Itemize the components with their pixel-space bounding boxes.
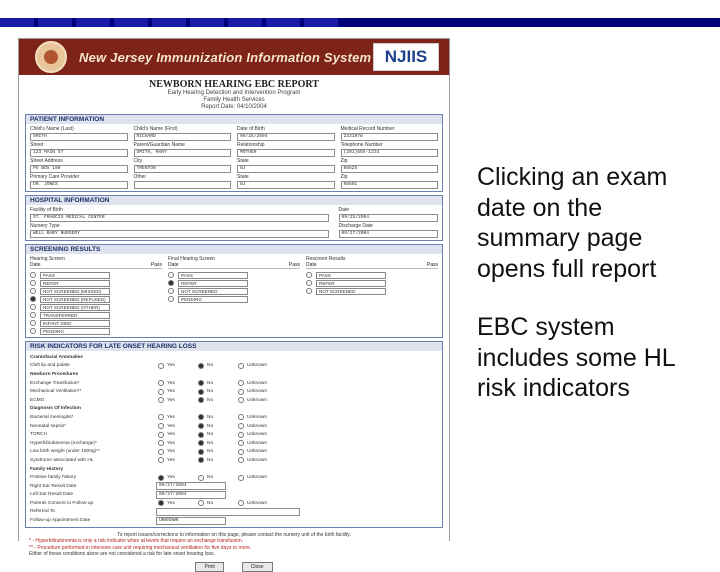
risk-row bbox=[30, 516, 438, 525]
risk-row bbox=[30, 482, 438, 491]
option-label: PENDING bbox=[40, 328, 110, 335]
close-button[interactable]: Close bbox=[242, 562, 273, 572]
screening-results-section bbox=[25, 244, 443, 338]
choice-label: Yes bbox=[167, 449, 175, 455]
option-label: TRANSFERRED bbox=[40, 312, 110, 319]
option-label: PASS bbox=[40, 272, 110, 279]
option-label: NOT SCREENED (MISSED) bbox=[40, 288, 110, 295]
radio-button[interactable] bbox=[168, 280, 174, 286]
patient-field[interactable]: 08625 bbox=[341, 165, 439, 173]
risk-label: Follow-up Appointment Date bbox=[30, 518, 91, 524]
field-label: State bbox=[237, 158, 249, 164]
risk-choice[interactable] bbox=[238, 449, 268, 455]
risk-choice[interactable] bbox=[158, 423, 188, 429]
field-label: Date of Birth bbox=[237, 126, 265, 132]
risk-choice[interactable] bbox=[238, 397, 268, 403]
risk-choice[interactable] bbox=[198, 380, 228, 386]
radio-button[interactable] bbox=[198, 397, 204, 403]
patient-field[interactable]: SMITH, MARY bbox=[134, 149, 232, 157]
risk-label: Positive family history bbox=[30, 475, 77, 481]
risk-choice[interactable] bbox=[158, 449, 188, 455]
choice-label: Unknown bbox=[247, 423, 267, 429]
radio-button[interactable] bbox=[198, 380, 204, 386]
patient-field[interactable]: RICHARD bbox=[134, 133, 232, 141]
risk-label: Cleft lip and palate bbox=[30, 363, 70, 369]
field-label: Primary Care Provider bbox=[30, 174, 80, 180]
column-header bbox=[306, 262, 438, 269]
field-label: City bbox=[133, 158, 143, 164]
risk-row bbox=[30, 370, 438, 379]
column-title: Rescreen Results bbox=[306, 256, 346, 262]
radio-button[interactable] bbox=[168, 288, 174, 294]
choice-label: No bbox=[207, 380, 214, 386]
radio-button[interactable] bbox=[238, 363, 244, 369]
slide-top-bar bbox=[0, 18, 720, 27]
radio-button[interactable] bbox=[198, 449, 204, 455]
risk-choice[interactable] bbox=[158, 432, 188, 438]
choice-label: Yes bbox=[167, 414, 175, 420]
radio-button[interactable] bbox=[158, 440, 164, 446]
choice-label: No bbox=[207, 432, 214, 438]
risk-choice[interactable] bbox=[238, 457, 268, 463]
screening-option[interactable] bbox=[30, 327, 162, 335]
risk-label: Newborn Procedures bbox=[30, 371, 79, 377]
radio-button[interactable] bbox=[158, 475, 164, 481]
radio-button[interactable] bbox=[30, 328, 36, 334]
risk-label: Hyperbilirubinemia (exchange)* bbox=[30, 440, 97, 446]
option-label: PASS bbox=[316, 272, 386, 279]
risk-choice[interactable] bbox=[238, 432, 268, 438]
radio-button[interactable] bbox=[158, 423, 164, 429]
risk-choice[interactable] bbox=[158, 397, 188, 403]
patient-field[interactable]: TRENTON bbox=[134, 165, 232, 173]
risk-choice[interactable] bbox=[238, 440, 268, 446]
risk-choice[interactable] bbox=[238, 389, 268, 395]
radio-button[interactable] bbox=[198, 389, 204, 395]
radio-button[interactable] bbox=[30, 280, 36, 286]
radio-button[interactable] bbox=[198, 423, 204, 429]
screening-option[interactable] bbox=[306, 271, 438, 279]
screening-option[interactable] bbox=[30, 271, 162, 279]
field-label: Discharge Date bbox=[338, 223, 373, 229]
risk-choice[interactable] bbox=[198, 500, 228, 506]
screening-option[interactable] bbox=[30, 279, 162, 287]
choice-label: Unknown bbox=[247, 440, 267, 446]
patient-field[interactable] bbox=[134, 181, 232, 189]
patient-field[interactable]: SMITH bbox=[30, 133, 128, 141]
radio-button[interactable] bbox=[198, 475, 204, 481]
risk-label: Diagnosis Of Infection bbox=[30, 406, 81, 412]
choice-label: Yes bbox=[167, 457, 175, 463]
radio-button[interactable] bbox=[306, 272, 312, 278]
screening-option[interactable] bbox=[306, 279, 438, 287]
risk-choice[interactable] bbox=[238, 363, 268, 369]
referred-to-field[interactable] bbox=[156, 508, 300, 516]
field-label: Telephone Number bbox=[340, 142, 383, 148]
radio-button[interactable] bbox=[238, 397, 244, 403]
risk-choice[interactable] bbox=[198, 440, 228, 446]
radio-button[interactable] bbox=[30, 272, 36, 278]
risk-label: Family History bbox=[30, 466, 64, 472]
radio-button[interactable] bbox=[158, 363, 164, 369]
risk-choice[interactable] bbox=[158, 389, 188, 395]
hospital-field[interactable]: ST. FRANCIS MEDICAL CENTER bbox=[30, 214, 329, 222]
radio-button[interactable] bbox=[306, 288, 312, 294]
radio-button[interactable] bbox=[158, 380, 164, 386]
state-seal-icon bbox=[35, 41, 67, 73]
radio-button[interactable] bbox=[238, 449, 244, 455]
column-right-label: Pass bbox=[288, 262, 300, 268]
choice-label: No bbox=[207, 449, 214, 455]
risk-row bbox=[30, 473, 438, 482]
column-header bbox=[168, 262, 300, 269]
risk-row bbox=[30, 353, 438, 362]
risk-row bbox=[30, 439, 438, 448]
option-label: PENDING bbox=[178, 296, 248, 303]
section-header: PATIENT INFORMATION bbox=[26, 115, 442, 124]
radio-button[interactable] bbox=[168, 296, 174, 302]
radio-button[interactable] bbox=[238, 423, 244, 429]
choice-label: No bbox=[207, 440, 214, 446]
risk-label: TORCH bbox=[30, 432, 47, 438]
risk-row bbox=[30, 456, 438, 465]
risk-row bbox=[30, 491, 438, 500]
column-right-label: Pass bbox=[426, 262, 438, 268]
radio-button[interactable] bbox=[158, 457, 164, 463]
column-right-label: Pass bbox=[150, 262, 162, 268]
risk-label: Mechanical Ventilation** bbox=[30, 389, 82, 395]
risk-choice[interactable] bbox=[198, 389, 228, 395]
njiis-logo: NJIIS bbox=[373, 43, 439, 71]
patient-field[interactable]: 123 MAIN ST bbox=[30, 149, 128, 157]
choice-label: Unknown bbox=[247, 380, 267, 386]
section-header: HOSPITAL INFORMATION bbox=[26, 196, 442, 205]
field-label: Zip bbox=[340, 158, 348, 164]
choice-label: Yes bbox=[167, 389, 175, 395]
radio-button[interactable] bbox=[198, 440, 204, 446]
radio-button[interactable] bbox=[306, 280, 312, 286]
hospital-info-section bbox=[25, 195, 443, 241]
option-label: REFER bbox=[316, 280, 386, 287]
report-title: NEWBORN HEARING EBC REPORT bbox=[149, 79, 319, 90]
risk-choice[interactable] bbox=[198, 457, 228, 463]
choice-label: Unknown bbox=[247, 475, 267, 481]
risk-label: Parents Consent to Follow-up bbox=[30, 500, 94, 506]
screening-option[interactable] bbox=[168, 279, 300, 287]
choice-label: No bbox=[207, 457, 214, 463]
radio-button[interactable] bbox=[158, 432, 164, 438]
choice-label: Unknown bbox=[247, 457, 267, 463]
risk-date-field[interactable]: 09/27/2004 bbox=[156, 491, 226, 499]
risk-row bbox=[30, 362, 438, 371]
radio-button[interactable] bbox=[238, 432, 244, 438]
risk-choice[interactable] bbox=[238, 423, 268, 429]
choice-label: Unknown bbox=[247, 414, 267, 420]
risk-label: Left Ear Result Date bbox=[30, 492, 74, 498]
risk-choice[interactable] bbox=[198, 475, 228, 481]
risk-indicators-section bbox=[25, 341, 443, 528]
radio-button[interactable] bbox=[30, 304, 36, 310]
risk-choice[interactable] bbox=[238, 475, 268, 481]
report-screenshot bbox=[18, 38, 450, 570]
radio-button[interactable] bbox=[30, 296, 36, 302]
screening-option[interactable] bbox=[306, 287, 438, 295]
bullet-2: EBC system includes some HL risk indicators bbox=[477, 313, 675, 402]
risk-row bbox=[30, 465, 438, 474]
risk-choice[interactable] bbox=[198, 414, 228, 420]
field-label: Child's Name (First) bbox=[133, 126, 178, 132]
radio-button[interactable] bbox=[238, 389, 244, 395]
risk-choice[interactable] bbox=[158, 500, 188, 506]
risk-row bbox=[30, 379, 438, 388]
choice-label: No bbox=[207, 363, 214, 369]
risk-choice[interactable] bbox=[198, 363, 228, 369]
choice-label: Yes bbox=[167, 500, 175, 506]
choice-label: No bbox=[207, 389, 214, 395]
radio-button[interactable] bbox=[30, 320, 36, 326]
radio-button[interactable] bbox=[198, 363, 204, 369]
column-title: Final Hearing Screen bbox=[168, 256, 215, 262]
hospital-date-field[interactable]: 09/25/2004 bbox=[339, 214, 439, 222]
choice-label: Unknown bbox=[247, 397, 267, 403]
risk-choice[interactable] bbox=[238, 380, 268, 386]
screening-option[interactable] bbox=[168, 271, 300, 279]
field-label: Parent/Guardian Name bbox=[133, 142, 185, 148]
screening-option[interactable] bbox=[30, 319, 162, 327]
patient-field[interactable]: 09/25/2004 bbox=[237, 133, 335, 141]
patient-field[interactable]: DR. JONES bbox=[30, 181, 128, 189]
radio-button[interactable] bbox=[158, 500, 164, 506]
screening-option[interactable] bbox=[30, 287, 162, 295]
choice-label: Unknown bbox=[247, 449, 267, 455]
risk-row bbox=[30, 499, 438, 508]
choice-label: Yes bbox=[167, 380, 175, 386]
risk-row bbox=[30, 508, 438, 517]
patient-field[interactable]: PO BOX 100 bbox=[30, 165, 128, 173]
radio-button[interactable] bbox=[198, 432, 204, 438]
screening-column bbox=[168, 256, 300, 335]
radio-button[interactable] bbox=[158, 414, 164, 420]
report-buttons bbox=[19, 562, 449, 572]
radio-button[interactable] bbox=[238, 414, 244, 420]
field-label: Street Address bbox=[30, 158, 63, 164]
risk-choice[interactable] bbox=[158, 414, 188, 420]
radio-button[interactable] bbox=[158, 397, 164, 403]
column-left-label: Date bbox=[30, 262, 41, 268]
field-label: Street bbox=[30, 142, 44, 148]
radio-button[interactable] bbox=[238, 440, 244, 446]
option-label: NOT SCREENED (OTHER) bbox=[40, 304, 110, 311]
app-banner bbox=[19, 39, 449, 75]
screening-column bbox=[306, 256, 438, 335]
risk-label: Right Ear Result Date bbox=[30, 483, 77, 489]
banner-title: New Jersey Immunization Information System bbox=[79, 49, 372, 65]
print-button[interactable]: Print bbox=[195, 562, 223, 572]
patient-field[interactable]: 2331078 bbox=[341, 133, 439, 141]
section-header: SCREENING RESULTS bbox=[26, 245, 442, 254]
radio-button[interactable] bbox=[30, 288, 36, 294]
choice-label: Yes bbox=[167, 475, 175, 481]
bullet-1: Clicking an exam date on the summary page opens full report bbox=[477, 163, 668, 283]
option-label: REFER bbox=[178, 280, 248, 287]
risk-row bbox=[30, 387, 438, 396]
risk-label: Exchange Transfusion* bbox=[30, 380, 80, 386]
choice-label: Yes bbox=[167, 440, 175, 446]
screening-option[interactable] bbox=[168, 287, 300, 295]
risk-row bbox=[30, 422, 438, 431]
choice-label: No bbox=[207, 397, 214, 403]
option-label: REFER bbox=[40, 280, 110, 287]
radio-button[interactable] bbox=[198, 500, 204, 506]
option-label: INFANT DIED bbox=[40, 320, 110, 327]
risk-label: Neonatal sepsis* bbox=[30, 423, 66, 429]
report-subtitle: Early Hearing Detection and Intervention Program Family Health Services Report Date: 04/10/2004 bbox=[167, 90, 301, 110]
choice-label: Unknown bbox=[247, 363, 267, 369]
screening-option[interactable] bbox=[30, 295, 162, 303]
patient-field[interactable]: NJ bbox=[237, 165, 335, 173]
column-title: Hearing Screen bbox=[30, 256, 65, 262]
field-label: State bbox=[237, 174, 249, 180]
risk-choice[interactable] bbox=[198, 423, 228, 429]
risk-choice[interactable] bbox=[198, 432, 228, 438]
radio-button[interactable] bbox=[238, 475, 244, 481]
risk-row bbox=[30, 413, 438, 422]
choice-label: No bbox=[207, 475, 214, 481]
choice-label: No bbox=[207, 414, 214, 420]
patient-field[interactable]: MOTHER bbox=[237, 149, 335, 157]
risk-row bbox=[30, 448, 438, 457]
radio-button[interactable] bbox=[238, 500, 244, 506]
choice-label: No bbox=[207, 423, 214, 429]
screening-option[interactable] bbox=[30, 311, 162, 319]
risk-label: Low birth weight (under 1500g)** bbox=[30, 449, 100, 455]
risk-row bbox=[30, 396, 438, 405]
hospital-date-field[interactable]: 09/27/2004 bbox=[339, 230, 439, 238]
risk-label: ECMO bbox=[30, 397, 45, 403]
risk-choice[interactable] bbox=[198, 397, 228, 403]
section-header: RISK INDICATORS FOR LATE ONSET HEARING LOSS bbox=[26, 342, 442, 351]
choice-label: Yes bbox=[167, 432, 175, 438]
field-label: Other bbox=[133, 174, 147, 180]
field-label: Relationship bbox=[237, 142, 265, 148]
risk-choice[interactable] bbox=[198, 449, 228, 455]
choice-label: Unknown bbox=[247, 389, 267, 395]
choice-label: No bbox=[207, 500, 214, 506]
choice-label: Yes bbox=[167, 423, 175, 429]
radio-button[interactable] bbox=[198, 457, 204, 463]
risk-choice[interactable] bbox=[158, 457, 188, 463]
risk-label: Referred To bbox=[30, 509, 55, 515]
patient-field[interactable]: (201)555-1234 bbox=[341, 149, 439, 157]
slide-bullets bbox=[477, 162, 702, 432]
risk-label: Syndrome associated with HL bbox=[30, 457, 94, 463]
option-label: NOT SCREENED bbox=[316, 288, 386, 295]
risk-date-field[interactable]: UNKNOWN bbox=[156, 517, 226, 525]
column-left-label: Date bbox=[168, 262, 179, 268]
patient-field[interactable]: 08601 bbox=[341, 181, 439, 189]
option-label: PASS bbox=[178, 272, 248, 279]
field-label: Medical Record Number bbox=[340, 126, 395, 132]
option-label: NOT SCREENED (REFUSED) bbox=[40, 296, 110, 303]
radio-button[interactable] bbox=[30, 312, 36, 318]
column-left-label: Date bbox=[306, 262, 317, 268]
risk-date-field[interactable]: 09/27/2004 bbox=[156, 482, 226, 490]
risk-choice[interactable] bbox=[238, 500, 268, 506]
choice-label: Unknown bbox=[247, 500, 267, 506]
risk-choice[interactable] bbox=[158, 380, 188, 386]
risk-choice[interactable] bbox=[158, 475, 188, 481]
screening-option[interactable] bbox=[30, 303, 162, 311]
risk-choice[interactable] bbox=[158, 363, 188, 369]
field-label: Child's Name (Last) bbox=[30, 126, 74, 132]
risk-choice[interactable] bbox=[238, 414, 268, 420]
choice-label: Yes bbox=[167, 397, 175, 403]
field-label: Zip bbox=[340, 174, 348, 180]
hospital-field[interactable]: WELL BABY NURSERY bbox=[30, 230, 329, 238]
risk-row bbox=[30, 430, 438, 439]
field-label: Nursery Type bbox=[30, 223, 60, 229]
radio-button[interactable] bbox=[238, 457, 244, 463]
patient-field[interactable]: NJ bbox=[237, 181, 335, 189]
choice-label: Unknown bbox=[247, 432, 267, 438]
field-label: Facility of Birth bbox=[30, 207, 63, 213]
option-label: NOT SCREENED bbox=[178, 288, 248, 295]
radio-button[interactable] bbox=[238, 380, 244, 386]
choice-label: Yes bbox=[167, 363, 175, 369]
risk-label: Craniofacial Anomalies bbox=[30, 354, 83, 360]
radio-button[interactable] bbox=[198, 414, 204, 420]
screening-column bbox=[30, 256, 162, 335]
radio-button[interactable] bbox=[158, 449, 164, 455]
screening-option[interactable] bbox=[168, 295, 300, 303]
column-header bbox=[30, 262, 162, 269]
radio-button[interactable] bbox=[168, 272, 174, 278]
report-notes: To report issues/corrections to information on this page, please contact the nursery unit of the birth facility. * - Hyperbilirubinemia is only a risk indicator when at levels that require an exchange transfusion. ** - Procedure performed in intensive care unit requiring mechanical ventilation for five days or more. Either of these conditions alone are not considered a risk for late onset hearing loss. bbox=[29, 531, 351, 558]
risk-row bbox=[30, 405, 438, 414]
risk-label: Bacterial meningitis* bbox=[30, 414, 74, 420]
risk-choice[interactable] bbox=[158, 440, 188, 446]
patient-info-section bbox=[25, 114, 443, 192]
radio-button[interactable] bbox=[158, 389, 164, 395]
field-label: Date bbox=[338, 207, 350, 213]
